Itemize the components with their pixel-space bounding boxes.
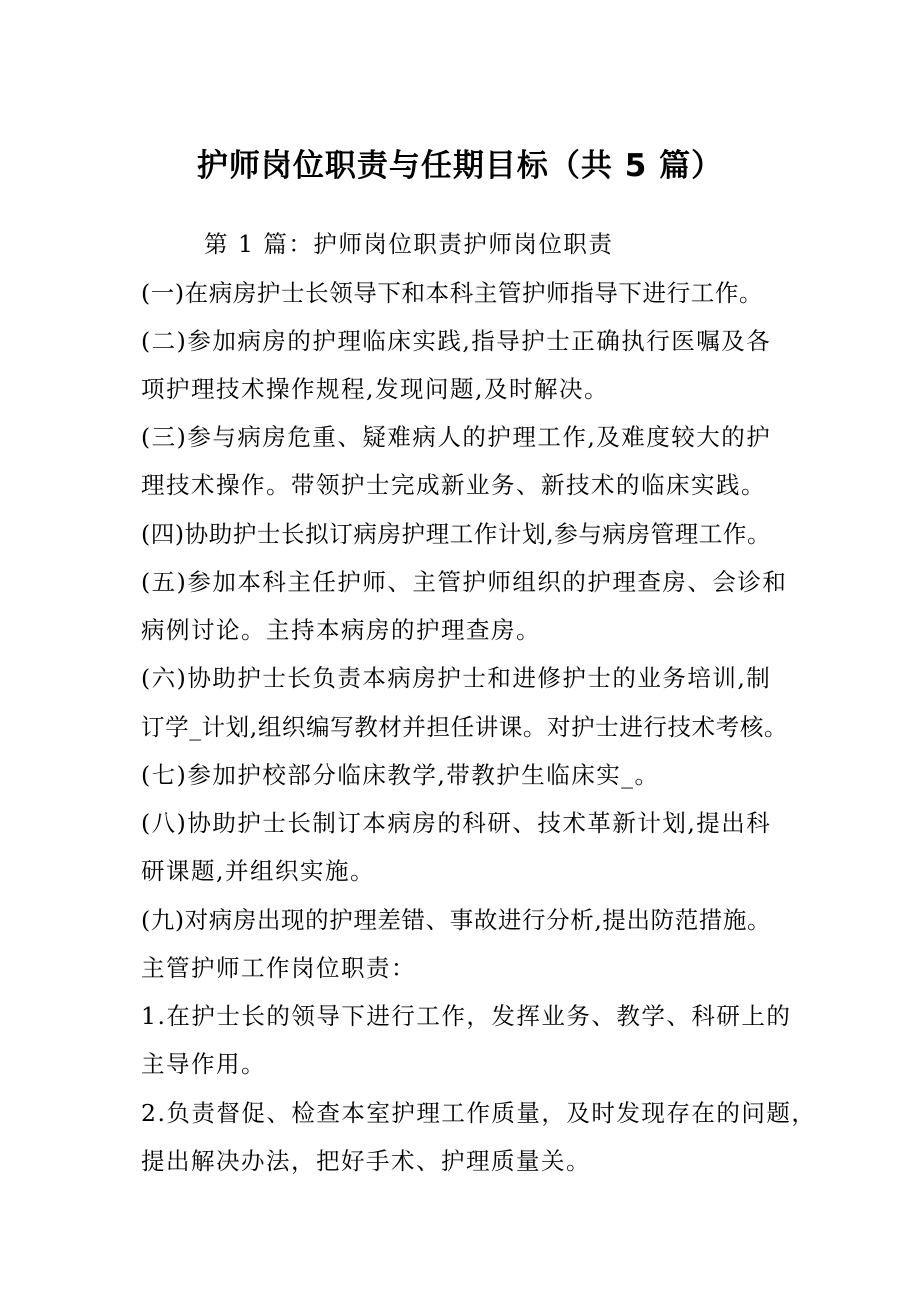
document-title: 护师岗位职责与任期目标（共 5 篇） (196, 148, 724, 184)
text-line: 主导作用。 (141, 1050, 266, 1078)
text-line: 研课题,并组织实施。 (141, 857, 375, 885)
section-heading: 第 1 篇：护师岗位职责护师岗位职责 (204, 230, 614, 258)
section-heading: 主管护师工作岗位职责： (141, 954, 416, 982)
text-line: (八)协助护士长制订本病房的科研、技术革新计划,提出科 (141, 809, 772, 837)
text-line: (五)参加本科主任护师、主管护师组织的护理查房、会诊和 (141, 568, 788, 596)
text-line: (二)参加病房的护理临床实践,指导护士正确执行医嘱及各 (141, 327, 772, 355)
text-line: (一)在病房护士长领导下和本科主管护师指导下进行工作。 (141, 279, 764, 307)
text-line: 订学_计划,组织编写教材并担任讲课。对护士进行技术考核。 (141, 713, 789, 741)
text-line: (三)参与病房危重、疑难病人的护理工作,及难度较大的护 (141, 423, 772, 451)
text-line: (七)参加护校部分临床教学,带教护生临床实_。 (141, 761, 660, 789)
text-line: 2.负责督促、检查本室护理工作质量，及时发现存在的问题， (141, 1099, 817, 1127)
text-line: 理技术操作。带领护士完成新业务、新技术的临床实践。 (141, 471, 766, 499)
text-line: 病例讨论。主持本病房的护理查房。 (141, 616, 541, 644)
text-line: 1.在护士长的领导下进行工作，发挥业务、教学、科研上的 (141, 1002, 792, 1030)
text-line: 项护理技术操作规程,发现问题,及时解决。 (141, 375, 609, 403)
text-line: (四)协助护士长拟订病房护理工作计划,参与病房管理工作。 (141, 520, 772, 548)
text-line: (六)协助护士长负责本病房护士和进修护士的业务培训,制 (141, 664, 772, 692)
text-line: (九)对病房出现的护理差错、事故进行分析,提出防范措施。 (141, 906, 772, 934)
text-line: 提出解决办法，把好手术、护理质量关。 (141, 1147, 591, 1175)
